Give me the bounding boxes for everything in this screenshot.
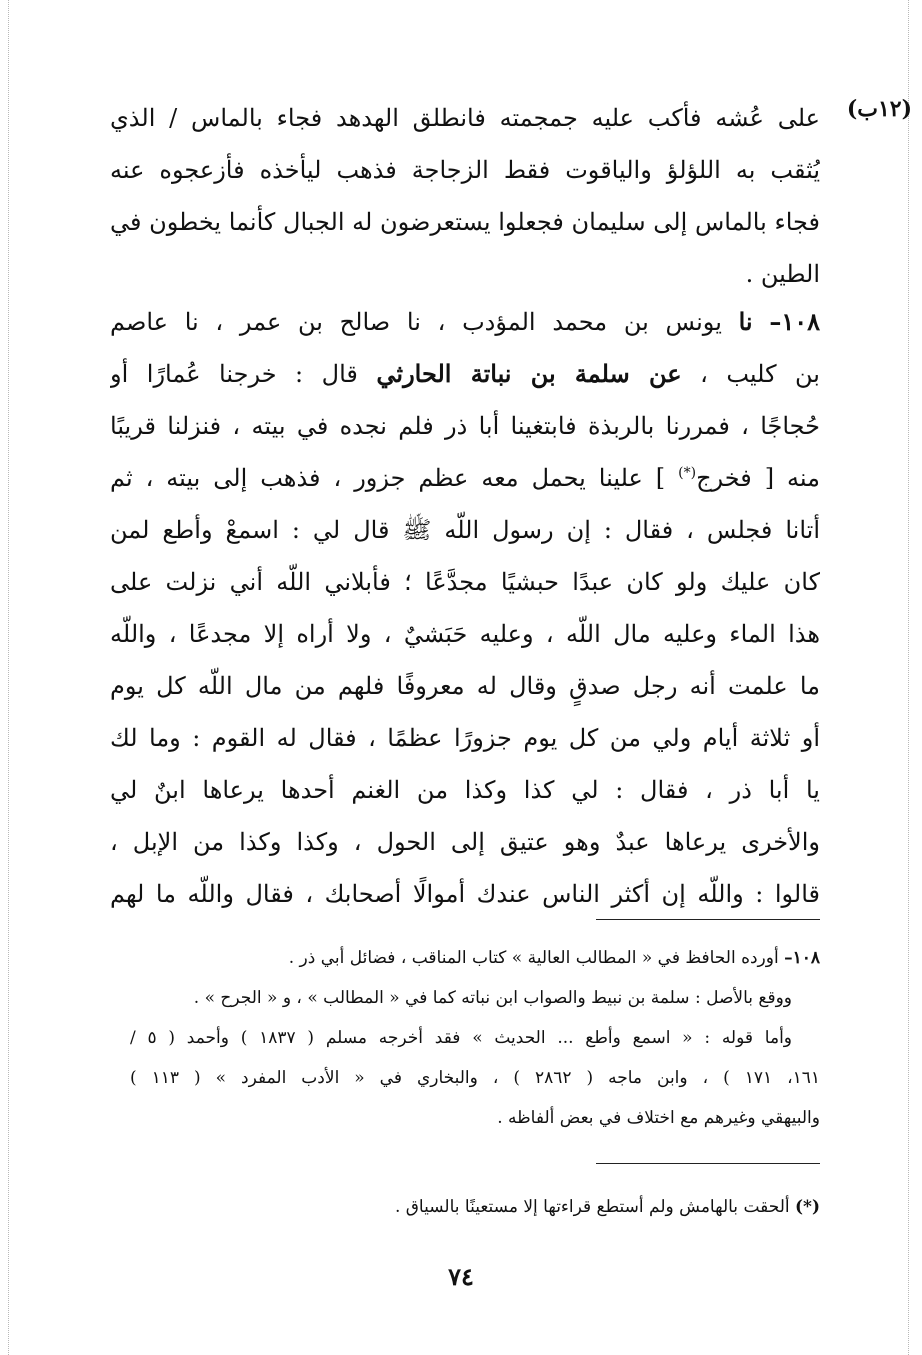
- footnote-108: [130, 938, 820, 1138]
- left-margin-dots: [8, 0, 9, 1355]
- text-line: [110, 348, 820, 400]
- text-line: على عُشه فأكب عليه جمجمته فانطلق الهدهد فجاء بالماس / الذي: [110, 104, 820, 132]
- footnote-line: [130, 938, 820, 978]
- text-span: يونس بن محمد المؤدب ، نا صالح بن عمر ، نا عاصم: [110, 308, 739, 336]
- text-span: قال : خرجنا عُمارًا أو: [110, 360, 377, 388]
- right-margin-dots: [908, 0, 909, 1355]
- text-span: ألحقت بالهامش ولم أستطع قراءتها إلا مستعينًا بالسياق .: [394, 1197, 796, 1217]
- footnote-line: [130, 1187, 820, 1227]
- text-line: كان عليك ولو كان عبدًا حبشيًا مجدَّعًا ؛ فأبلاني اللّه أني نزلت على: [110, 568, 820, 596]
- footnote-line: وأما قوله : « اسمع وأطع ... الحديث » فقد أخرجه مسلم ( ١٨٣٧ ) وأحمد ( ٥ /: [130, 1028, 792, 1048]
- footnote-marker: (*): [678, 465, 697, 481]
- paragraph-1: [110, 92, 820, 300]
- hadith-number: ١٠٨–: [769, 307, 820, 336]
- text-line: يُثقب به اللؤلؤ والياقوت فقط الزجاجة فذهب ليأخذه فأزعجوه عنه: [110, 156, 820, 184]
- text-line: يا أبا ذر ، فقال : لي كذا وكذا من الغنم أحدها يرعاها ابنٌ لي: [110, 776, 820, 804]
- page-number: ٧٤: [448, 1262, 474, 1291]
- footnote-separator: [596, 919, 820, 920]
- narration-word: نا: [738, 307, 753, 336]
- text-line: الطين .: [745, 260, 820, 288]
- footnote-line: ووقع بالأصل : سلمة بن نبيط والصواب ابن نباته كما في « المطالب » ، و « الجرح » .: [193, 988, 792, 1008]
- text-span: ] علينا يحمل معه عظم جزور ، فذهب إلى بيته ، ثم: [110, 464, 679, 492]
- footnote-marker: (*): [795, 1197, 820, 1217]
- text-line: أتانا فجلس ، فقال : إن رسول اللّه ﷺ قال لي : اسمعْ وأطع لمن: [110, 516, 820, 544]
- text-span: أورده الحافظ في « المطالب العالية » كتاب المناقب ، فضائل أبي ذر .: [288, 948, 785, 968]
- text-line: [110, 452, 820, 504]
- text-span: بن كليب ،: [681, 360, 820, 388]
- text-line: فجاء بالماس إلى سليمان فجعلوا يستعرضون له الجبال كأنما يخطون في: [110, 208, 820, 236]
- footnote-line: والبيهقي وغيرهم مع اختلاف في بعض ألفاظه .: [497, 1108, 820, 1128]
- text-line: ما علمت أنه رجل صدقٍ وقال له معروفًا فلهم من مال اللّه كل يوم: [110, 672, 820, 700]
- text-line: قالوا : واللّه إن أكثر الناس عندك أموالًا أصحابك ، فقال واللّه ما لهم: [110, 880, 820, 908]
- text-line: والأخرى يرعاها عبدٌ وهو عتيق إلى الحول ، وكذا وكذا من الإبل ،: [110, 828, 820, 856]
- narrator-name: عن سلمة بن نباتة الحارثي: [376, 359, 682, 388]
- text-span: منه [ فخرج: [696, 464, 820, 492]
- text-line: أو ثلاثة أيام ولي من كل يوم جزورًا عظمًا ، فقال له القوم : وما لك: [110, 724, 820, 752]
- paragraph-2: [110, 296, 820, 920]
- text-line: حُجاجًا ، فمررنا بالربذة فابتغينا أبا ذر فلم نجده في بيته ، فنزلنا قريبًا: [110, 412, 820, 440]
- footnote-line: ١٦١، ١٧١ ) ، وابن ماجه ( ٢٨٦٢ ) ، والبخاري في « الأدب المفرد » ( ١١٣ ): [130, 1068, 820, 1088]
- folio-margin-note: (١٢ب): [846, 96, 912, 122]
- text-line: [110, 296, 820, 348]
- footnote-number: ١٠٨–: [784, 948, 820, 968]
- text-line: هذا الماء وعليه مال اللّه ، وعليه حَبَشيٌ ، ولا أراه إلا مجدعًا ، واللّه: [110, 620, 820, 648]
- footnote-separator: [596, 1163, 820, 1164]
- footnote-asterisk: [130, 1187, 820, 1227]
